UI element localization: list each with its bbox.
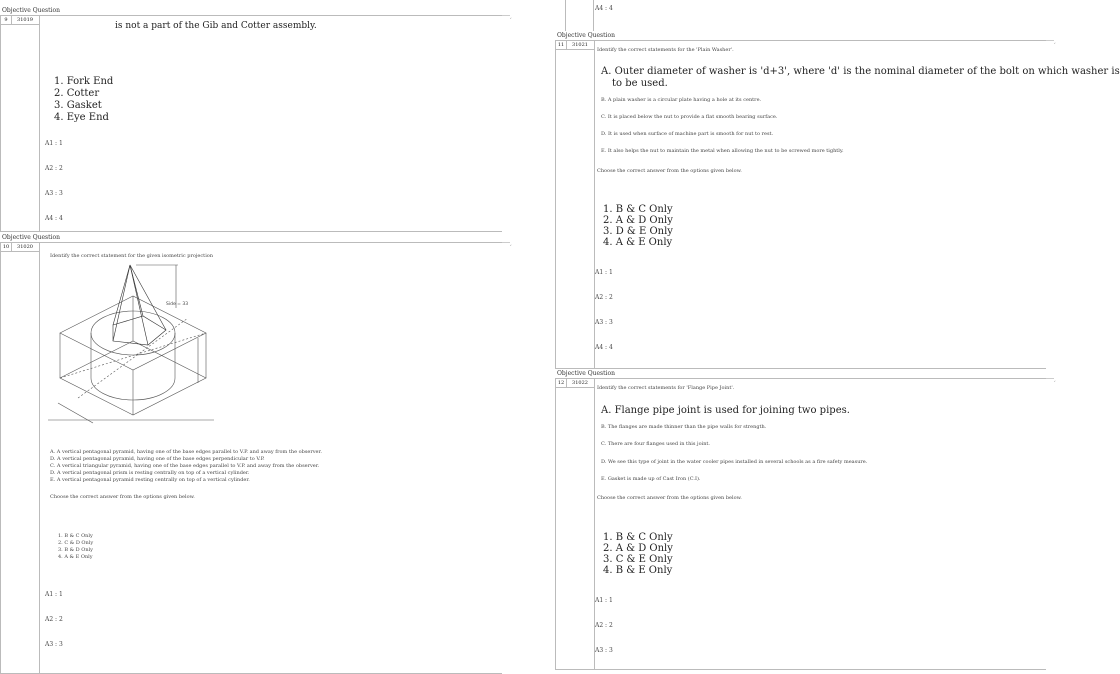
question-text: Identify the correct statement for the given isometric projection — [50, 253, 214, 259]
statement-a-continued: to be used. — [612, 78, 668, 89]
choose-instruction: Choose the correct answer from the options given below. — [597, 495, 742, 501]
statement-a: A. Flange pipe joint is used for joining two pipes. — [601, 405, 850, 416]
answer-3: A3 : 3 — [595, 647, 613, 654]
question-table — [555, 40, 1120, 369]
question-12 — [555, 369, 1054, 666]
question-table — [0, 242, 502, 674]
answer-2: A2 : 2 — [595, 294, 613, 301]
option-1: 1. Fork End — [54, 76, 114, 87]
answer-1: A1 : 1 — [45, 140, 63, 147]
option-2: 2. A & D Only — [603, 543, 673, 554]
question-table — [555, 378, 1046, 670]
statement-b: D. A vertical pentagonal pyramid, having one of the base edges perpendicular to V.P. — [50, 456, 265, 462]
answer-1: A1 : 1 — [595, 597, 613, 604]
question-id: 31019 — [11, 16, 40, 25]
option-4: 4. A & E Only — [603, 237, 673, 248]
question-number: 10 — [1, 243, 12, 252]
option-4: 4. Eye End — [54, 112, 109, 123]
answer-3: A3 : 3 — [595, 319, 613, 326]
question-id: 31021 — [566, 41, 595, 50]
answer-1: A1 : 1 — [595, 269, 613, 276]
statement-c: C. It is placed below the nut to provide a flat smooth bearing surface. — [601, 114, 778, 120]
answer-4: A4 : 4 — [45, 215, 63, 222]
corner-mark: ˊ — [1053, 381, 1056, 388]
question-body — [39, 16, 502, 231]
option-3: 3. D & E Only — [603, 226, 673, 237]
question-body — [594, 41, 1120, 368]
question-text: is not a part of the Gib and Cotter assembly. — [115, 21, 317, 31]
choose-instruction: Choose the correct answer from the options given below. — [50, 494, 195, 500]
answer-4: A4 : 4 — [595, 344, 613, 351]
statement-d: D. A vertical pentagonal prism is resting centrally on top of a vertical cylinder. — [50, 470, 250, 476]
option-1: 1. B & C Only — [603, 204, 673, 215]
statement-b: B. A plain washer is a circular plate having a hole at its centre. — [601, 97, 762, 103]
left-page — [0, 0, 510, 666]
answer-3: A3 : 3 — [45, 190, 63, 197]
question-table — [0, 15, 502, 232]
option-3: 3. C & E Only — [603, 554, 673, 565]
figure-side-label: Side = 33 — [166, 302, 189, 307]
question-id: 31022 — [566, 379, 595, 388]
option-3: 3. B & D Only — [58, 547, 94, 553]
answer-2: A2 : 2 — [45, 616, 63, 623]
answer-1: A1 : 1 — [45, 591, 63, 598]
answer-2: A2 : 2 — [595, 622, 613, 629]
option-4: 4. A & E Only — [58, 554, 93, 560]
option-2: 2. C & D Only — [58, 540, 94, 546]
statement-a: A. A vertical pentagonal pyramid, having one of the base edges parallel to V.P. and away from the observer. — [50, 449, 322, 455]
statement-d: D. We see this type of joint in the water cooler pipes installed in several schools as a fire safety measure. — [601, 459, 868, 465]
question-10-continued — [555, 0, 1054, 31]
answer-2: A2 : 2 — [45, 165, 63, 172]
option-2: 2. A & D Only — [603, 215, 673, 226]
statement-c: C. A vertical triangular pyramid, having one of the base edges parallel to V.P. and away from the observer. — [50, 463, 320, 469]
question-11 — [555, 31, 1120, 369]
statement-a: A. Outer diameter of washer is 'd+3', where 'd' is the nominal diameter of the bolt on which washer is — [601, 66, 1120, 77]
question-number: 12 — [556, 379, 567, 388]
statement-e: E. It also helps the nut to maintain the metal when allowing the nut to be screwed more tightly. — [601, 148, 844, 154]
corner-mark: ˊ — [509, 245, 512, 252]
question-10 — [0, 233, 510, 666]
option-1: 1. B & C Only — [603, 532, 673, 543]
option-4: 4. B & E Only — [603, 565, 673, 576]
question-header: Objective Question — [555, 369, 1054, 379]
statement-d: D. It is used when surface of machine part is smooth for nut to rest. — [601, 131, 774, 137]
answer-3: A3 : 3 — [45, 641, 63, 648]
statement-b: B. The flanges are made thinner than the pipe walls for strength. — [601, 424, 767, 430]
question-body — [594, 379, 1046, 669]
corner-mark: ˊ — [1053, 43, 1056, 50]
statement-e: E. Gasket is made up of Cast Iron (C.I). — [601, 476, 701, 482]
question-header: Objective Question — [0, 6, 510, 16]
statement-c: C. There are four flanges used in this joint. — [601, 441, 711, 447]
question-text: Identify the correct statements for 'Flange Pipe Joint'. — [597, 385, 735, 391]
question-9 — [0, 6, 510, 232]
question-body — [39, 243, 502, 673]
right-page — [555, 0, 1120, 666]
choose-instruction: Choose the correct answer from the options given below. — [597, 168, 742, 174]
statement-e: E. A vertical pentagonal pyramid resting centrally on top of a vertical cylinder. — [50, 477, 250, 483]
option-2: 2. Cotter — [54, 88, 100, 99]
question-number: 9 — [1, 16, 12, 25]
option-3: 3. Gasket — [54, 100, 102, 111]
question-header: Objective Question — [555, 31, 1054, 41]
corner-mark: ˊ — [509, 18, 512, 25]
question-id: 31020 — [11, 243, 40, 252]
answer-4: A4 : 4 — [595, 5, 613, 12]
question-number: 11 — [556, 41, 567, 50]
question-header: Objective Question — [0, 233, 510, 243]
option-1: 1. B & C Only — [58, 533, 93, 539]
question-text: Identify the correct statements for the 'Plain Washer'. — [597, 47, 734, 53]
isometric-projection-figure — [48, 263, 218, 428]
